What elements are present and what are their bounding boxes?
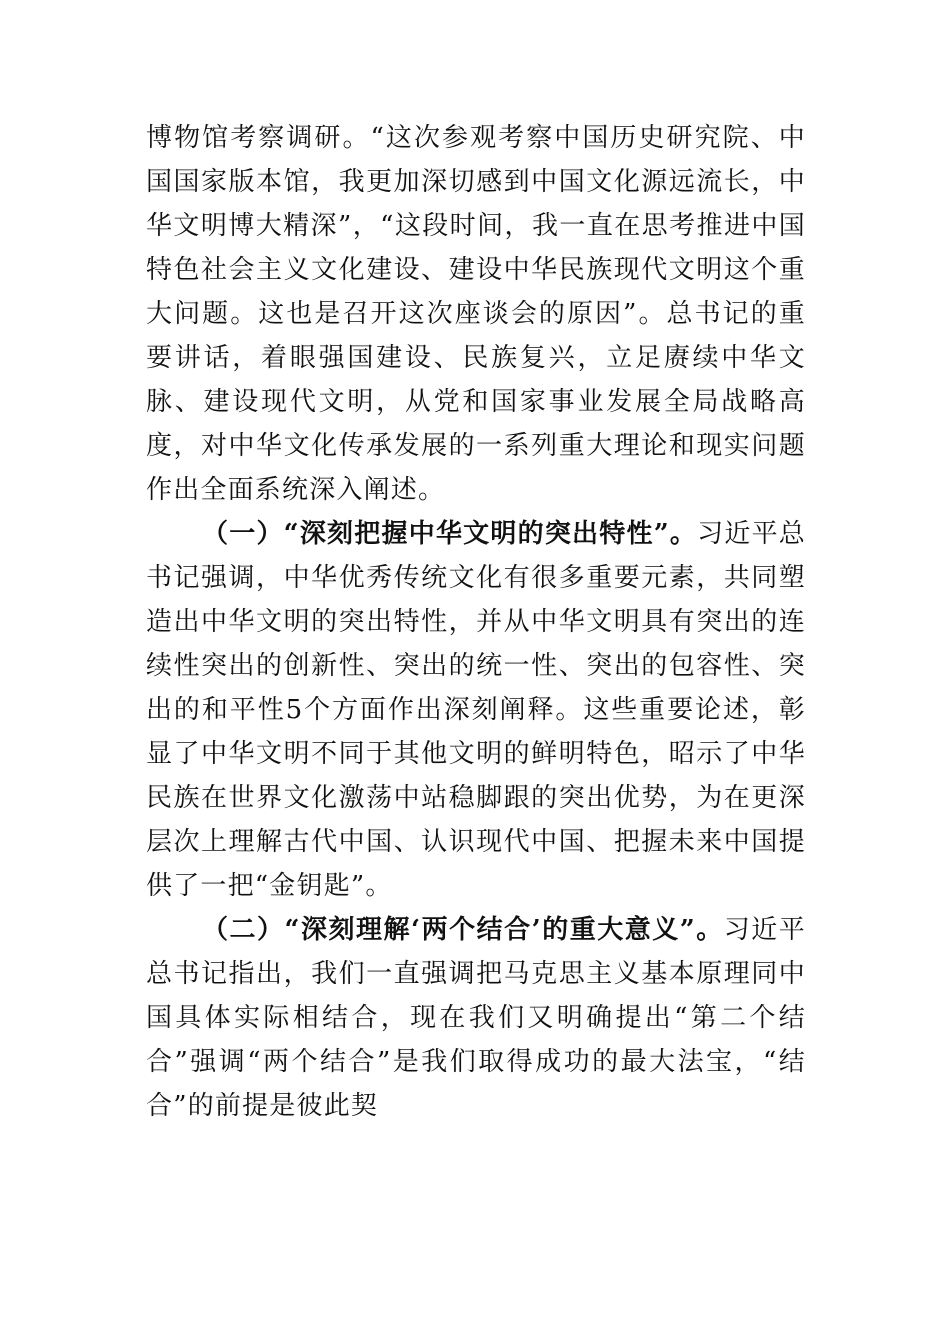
paragraph-text: 博物馆考察调研。“这次参观考察中国历史研究院、中国国家版本馆，我更加深切感到中国文化源远流长，中华文明博大精深”，“这段时间，我一直在思考推进中国特色社会主义文化建设、建设中华民族现代文明这个重大问题。这也是召开这次座谈会的原因”。总书记的重要讲话，着眼强国建设、民族复兴，立足赓续中华文脉、建设现代文明，从党和国家事业发展全局战略高度，对中华文化传承发展的一系列重大理论和现实问题作出全面系统深入阐述。 — [146, 123, 806, 505]
section-heading-2: （二）“深刻理解‘两个结合’的重大意义”。 — [202, 915, 724, 945]
section-heading-1: （一）“深刻把握中华文明的突出特性”。 — [202, 519, 698, 549]
paragraph-text: 习近平总书记指出，我们一直强调把马克思主义基本原理同中国具体实际相结合，现在我们又明确提出“第二个结合”强调“两个结合”是我们取得成功的最大法宝，“结合”的前提是彼此契 — [146, 915, 806, 1121]
paragraph-section-1 — [146, 512, 806, 908]
paragraph-section-2 — [146, 908, 806, 1128]
body-text — [146, 116, 806, 1128]
paragraph-text: 习近平总书记强调，中华优秀传统文化有很多重要元素，共同塑造出中华文明的突出特性，并从中华文明具有突出的连续性突出的创新性、突出的统一性、突出的包容性、突出的和平性5个方面作出深刻阐释。这些重要论述，彰显了中华文明不同于其他文明的鲜明特色，昭示了中华民族在世界文化激荡中站稳脚跟的突出优势，为在更深层次上理解古代中国、认识现代中国、把握未来中国提供了一把“金钥匙”。 — [146, 519, 806, 901]
paragraph-continuation — [146, 116, 806, 512]
